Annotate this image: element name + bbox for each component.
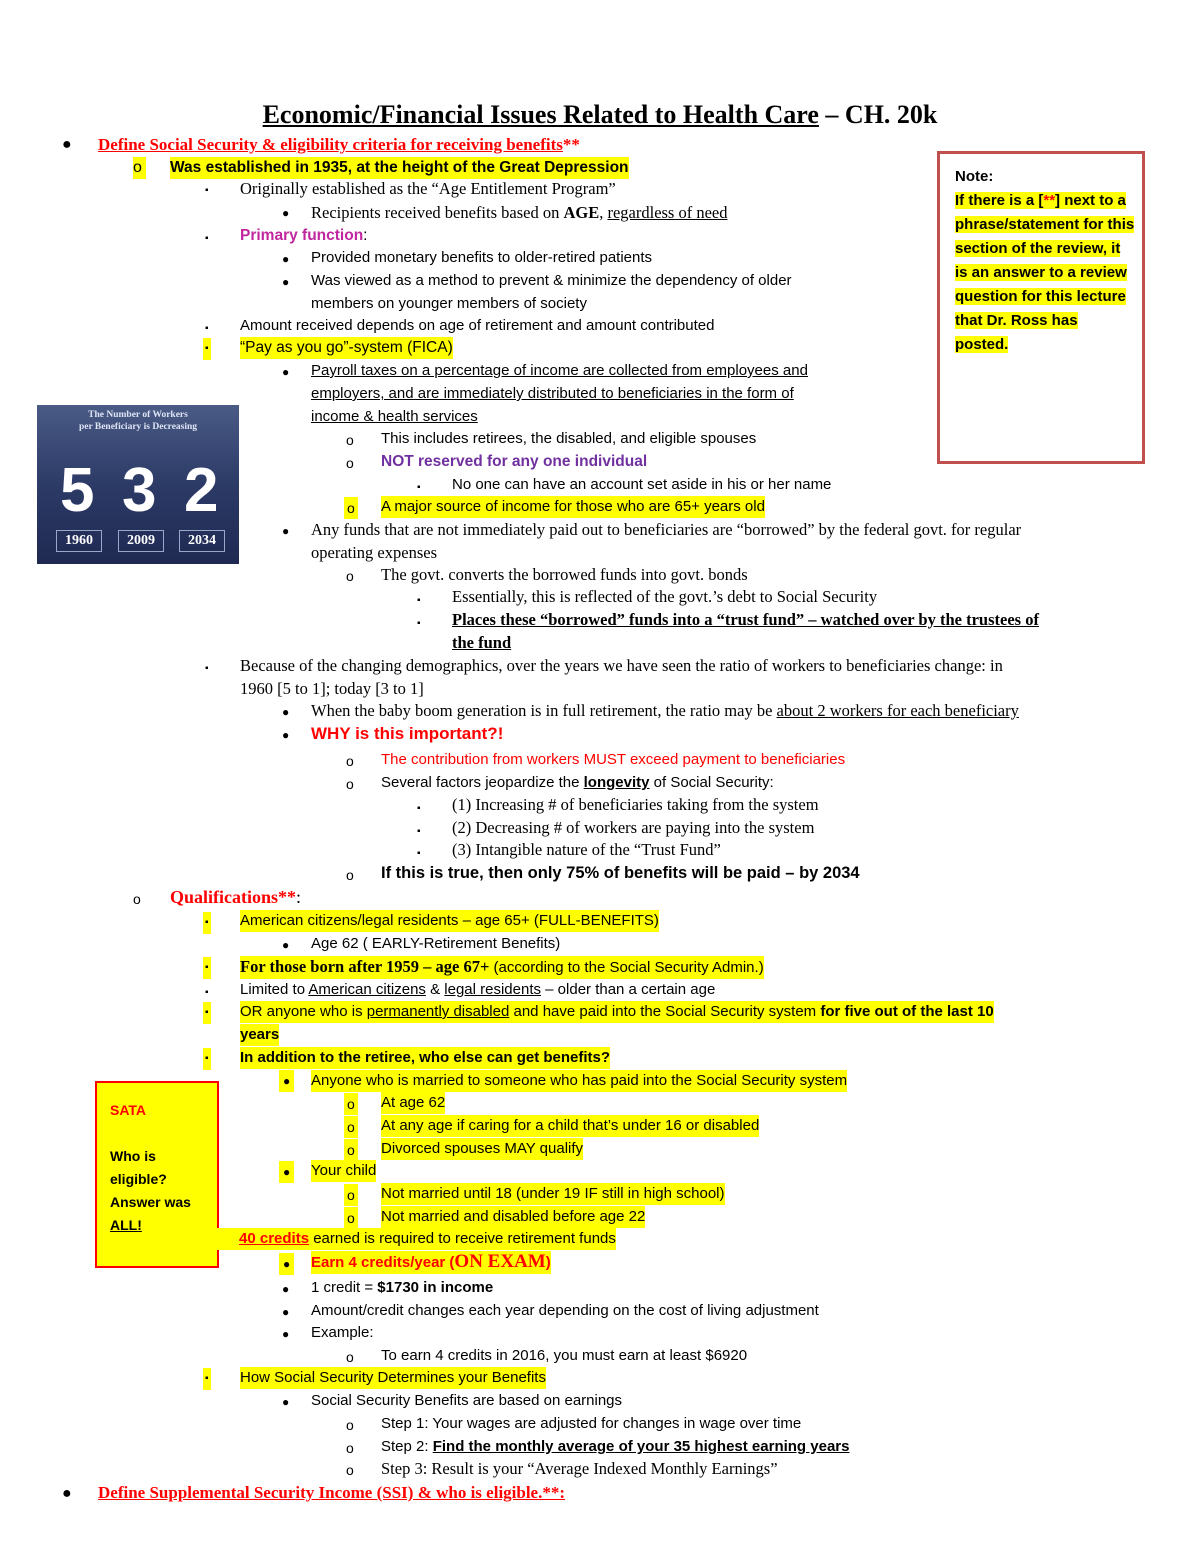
note-marks: ** [1043, 192, 1056, 209]
bullet-dot: ● [282, 1395, 290, 1409]
title-chapter: – CH. 20k [818, 100, 938, 129]
bullet-dot: ● [279, 1253, 294, 1275]
line-includes-retirees: This includes retirees, the disabled, and eligible spouses [381, 430, 757, 447]
image-caption-2: per Beneficiary is Decreasing [78, 422, 198, 432]
t: : [363, 227, 368, 244]
note-pre: If there is a [ [955, 192, 1044, 209]
line-contribution: The contribution from workers MUST exceed payment to beneficiaries [381, 751, 846, 768]
bullet-square: ▪ [417, 482, 421, 493]
heading-marks: ** [562, 135, 580, 154]
bullet-dot: ● [279, 1070, 294, 1092]
bullet-square: ▪ [203, 338, 211, 360]
line-pay-as-you-go: “Pay as you go”-system (FICA) [240, 337, 453, 359]
bullet-o: o [346, 455, 354, 471]
heading-social-security [98, 134, 580, 156]
bullet-dot: ● [282, 728, 290, 742]
bullet-square: ▪ [417, 595, 421, 606]
sata-title: SATA [110, 1102, 147, 1118]
t: ON EXAM [454, 1251, 546, 1272]
line-example: Example: [311, 1324, 374, 1341]
line-permanently-disabled [240, 1001, 994, 1023]
t: Step 2: [381, 1438, 433, 1455]
image-number-2009: 3 [122, 456, 157, 525]
bullet-o: o [346, 776, 354, 792]
bullet-o: o [344, 1116, 358, 1138]
bullet-square: ▪ [205, 323, 209, 334]
line-any-funds: Any funds that are not immediately paid out to beneficiaries are “borrowed” by the federal govt. for regular [311, 520, 1022, 539]
line-changing-demographics-cont: 1960 [5 to 1]; today [3 to 1] [240, 679, 424, 698]
t: Find the monthly average of your 35 highest earning years [432, 1438, 850, 1455]
t: for five out of the last 10 [820, 1003, 994, 1020]
bullet-dot: ● [282, 365, 290, 379]
t: $1730 in income [377, 1279, 494, 1296]
image-caption [37, 409, 239, 433]
line-earn-2016: To earn 4 credits in 2016, you must earn at least $6920 [381, 1347, 748, 1364]
bullet-o: o [346, 753, 354, 769]
line-viewed: Was viewed as a method to prevent & minimize the dependency of older [311, 272, 792, 289]
line-recipients [311, 202, 728, 224]
t: permanently disabled [366, 1003, 510, 1020]
line-75-percent: If this is true, then only 75% of benefits will be paid – by 2034 [381, 864, 860, 882]
t: American citizens [308, 981, 426, 998]
line-any-age: At any age if caring for a child that’s under 16 or disabled [381, 1115, 759, 1137]
t: OR anyone who is [240, 1003, 367, 1020]
line-earn-4-credits [311, 1251, 551, 1274]
bullet-dot: ● [279, 1161, 294, 1183]
sata-q2: eligible? [110, 1171, 167, 1187]
t: earned is required to receive retirement funds [309, 1230, 616, 1247]
t: Limited to [240, 981, 309, 998]
line-limited [240, 979, 715, 1001]
bullet-o: o [344, 1207, 358, 1229]
line-any-funds-cont: operating expenses [311, 543, 437, 562]
line-factor-3: (3) Intangible nature of the “Trust Fund” [452, 840, 721, 859]
image-year-2009: 2009 [118, 530, 164, 552]
bullet-o: o [346, 867, 354, 883]
bullet-dot: ● [282, 524, 290, 538]
line-permanently-disabled-cont: years [240, 1024, 279, 1046]
bullet-dot: ● [282, 938, 290, 952]
line-why-important: WHY is this important?! [311, 724, 504, 743]
line-established: Was established in 1935, at the height of the Great Depression [170, 157, 629, 179]
line-primary-function [240, 225, 367, 247]
bullet-o: o [344, 1093, 358, 1115]
line-provided: Provided monetary benefits to older-retired patients [311, 249, 653, 266]
line-essentially: Essentially, this is reflected of the govt.’s debt to Social Security [452, 587, 878, 606]
bullet-o: o [133, 891, 141, 907]
t: – older than a certain age [541, 981, 716, 998]
line-viewed-cont: members on younger members of society [311, 295, 587, 312]
t: legal residents [444, 981, 541, 998]
bullet-dot: ● [282, 252, 290, 266]
bullet-square: ▪ [203, 912, 211, 934]
t: Qualifications [170, 887, 279, 907]
line-govt-converts: The govt. converts the borrowed funds into govt. bonds [381, 565, 748, 584]
bullet-square: ▪ [417, 848, 421, 859]
sata-q1: Who is [110, 1148, 156, 1164]
t: Several factors jeopardize the [381, 774, 584, 791]
line-factor-1: (1) Increasing # of beneficiaries taking from the system [452, 795, 819, 814]
bullet-dot: ● [282, 275, 290, 289]
bullet-o: o [346, 1349, 354, 1365]
line-not-reserved: NOT reserved for any one individual [381, 453, 648, 470]
t: 1 credit = [311, 1279, 378, 1296]
sata-text [110, 1099, 210, 1237]
bullet-square: ▪ [417, 803, 421, 814]
t: Primary function [240, 227, 364, 244]
line-step-3: Step 3: Result is your “Average Indexed Monthly Earnings” [381, 1459, 778, 1478]
t: Earn 4 credits/year ( [311, 1254, 455, 1271]
bullet-square: ▪ [205, 987, 209, 998]
line-trust-fund: Places these “borrowed” funds into a “trust fund” – watched over by the trustees of [452, 610, 1039, 629]
heading-text: Define Social Security & eligibility criteria for receiving benefits [98, 135, 563, 154]
bullet-square: ▪ [203, 1368, 211, 1390]
line-40-credits [217, 1228, 616, 1250]
bullet-dot: ● [62, 136, 72, 153]
heading-qualifications [170, 886, 301, 908]
line-amount-received: Amount received depends on age of retirement and amount contributed [240, 317, 715, 334]
t: ) [545, 1254, 551, 1271]
bullet-dot: ● [282, 705, 290, 719]
line-amount-credit: Amount/credit changes each year depending on the cost of living adjustment [311, 1302, 819, 1319]
line-based-on-earnings: Social Security Benefits are based on earnings [311, 1392, 623, 1409]
bullet-o: o [344, 497, 358, 519]
line-trust-fund-cont: the fund [452, 633, 512, 652]
t: For those born after 1959 – age 67+ [240, 957, 490, 976]
bullet-square: ▪ [203, 1048, 211, 1070]
bullet-square: ▪ [417, 618, 421, 629]
t: , [599, 203, 608, 222]
line-at-age-62: At age 62 [381, 1092, 445, 1114]
line-baby-boom [311, 700, 1019, 722]
line-age-entitlement: Originally established as the “Age Entitlement Program” [240, 179, 616, 198]
bullet-dot: ● [62, 1485, 72, 1502]
line-1-credit [311, 1277, 493, 1299]
line-payroll: Payroll taxes on a percentage of income are collected from employees and [311, 362, 808, 379]
bullet-square: ▪ [205, 185, 209, 196]
line-not-married-22: Not married and disabled before age 22 [381, 1206, 645, 1228]
image-year-1960: 1960 [56, 530, 102, 552]
t: regardless of need [607, 203, 728, 222]
t: and have paid into the Social Security system [509, 1003, 821, 1020]
line-full-benefits: American citizens/legal residents – age 65+ (FULL-BENEFITS) [240, 910, 659, 932]
line-major-source: A major source of income for those who are 65+ years old [381, 496, 765, 518]
line-payroll-cont: employers, and are immediately distributed to beneficiaries in the form of [311, 385, 794, 402]
line-no-account: No one can have an account set aside in his or her name [452, 476, 832, 493]
line-divorced: Divorced spouses MAY qualify [381, 1138, 583, 1160]
line-early-retirement: Age 62 ( EARLY-Retirement Benefits) [311, 935, 561, 952]
bullet-o: o [133, 157, 146, 179]
t: ** [278, 887, 297, 907]
title-main: Economic/Financial Issues Related to Health Care [262, 100, 819, 129]
bullet-square: ▪ [203, 1002, 211, 1024]
line-step-2 [381, 1436, 849, 1458]
note-post: ] next to a phrase/statement for this section of the review, it is an answer to a review question for this lecture that Dr. Ross has posted. [955, 192, 1135, 353]
bullet-o: o [346, 1417, 354, 1433]
line-who-else: In addition to the retiree, who else can get benefits? [240, 1047, 610, 1069]
bullet-o: o [346, 568, 354, 584]
note-text [955, 165, 1135, 357]
t: (according to the Social Security Admin.) [489, 959, 764, 976]
bullet-square: ▪ [203, 957, 211, 979]
bullet-o: o [346, 1440, 354, 1456]
line-born-after-1959 [240, 956, 764, 979]
t: AGE [563, 203, 600, 222]
bullet-square: ▪ [205, 663, 209, 674]
t: : [296, 887, 302, 907]
line-your-child: Your child [311, 1160, 376, 1182]
line-how-determines: How Social Security Determines your Benefits [240, 1367, 546, 1389]
bullet-dot: ● [282, 206, 290, 220]
t: about 2 workers for each beneficiary [776, 701, 1019, 720]
bullet-o: o [346, 432, 354, 448]
bullet-dot: ● [282, 1305, 290, 1319]
image-year-2034: 2034 [179, 530, 225, 552]
t: 40 credits [239, 1230, 310, 1247]
t: & [425, 981, 445, 998]
line-several-factors [381, 772, 774, 794]
sata-a2: ALL! [110, 1217, 142, 1233]
bullet-o: o [346, 1462, 354, 1478]
image-number-2034: 2 [184, 456, 219, 525]
line-changing-demographics: Because of the changing demographics, over the years we have seen the ratio of workers to beneficiaries change: in [240, 656, 1003, 675]
heading-ssi: Define Supplemental Security Income (SSI) & who is eligible.**: [98, 1483, 566, 1502]
t: longevity [583, 774, 650, 791]
line-factor-2: (2) Decreasing # of workers are paying into the system [452, 818, 815, 837]
t: When the baby boom generation is in full retirement, the ratio may be [311, 701, 777, 720]
sata-a1: Answer was [110, 1194, 191, 1210]
bullet-square: ▪ [417, 826, 421, 837]
t: of Social Security: [649, 774, 774, 791]
bullet-dot: ● [282, 1327, 290, 1341]
note-label: Note: [955, 168, 994, 185]
image-caption-1: The Number of Workers [88, 410, 188, 420]
bullet-o: o [344, 1139, 358, 1161]
t: Recipients received benefits based on [311, 203, 564, 222]
line-step-1: Step 1: Your wages are adjusted for changes in wage over time [381, 1415, 802, 1432]
line-payroll-cont2: income & health services [311, 408, 478, 425]
image-number-1960: 5 [60, 456, 95, 525]
line-anyone-married: Anyone who is married to someone who has paid into the Social Security system [311, 1070, 847, 1092]
page-title [0, 100, 1200, 130]
line-not-married-18: Not married until 18 (under 19 IF still in high school) [381, 1183, 725, 1205]
bullet-dot: ● [282, 1282, 290, 1296]
bullet-o: o [344, 1184, 358, 1206]
bullet-square: ▪ [205, 233, 209, 244]
